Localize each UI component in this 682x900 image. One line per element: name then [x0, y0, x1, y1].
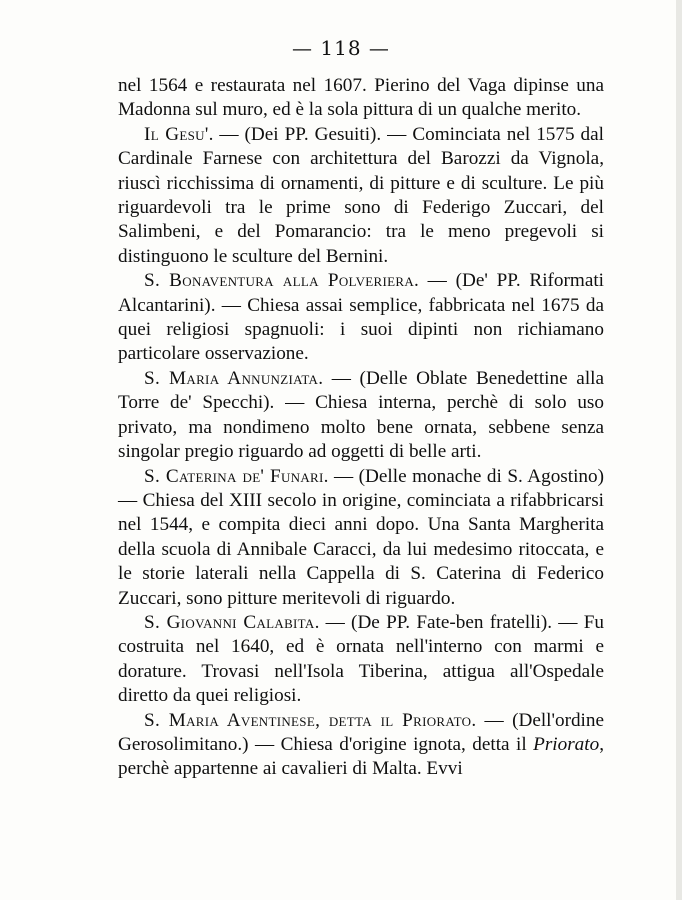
- church-name: S. Bonaventura alla Polveriera: [144, 270, 415, 292]
- text-run: . — (De' PP. Riformati Alcantarini). — Chiesa assai semplice, fabbricata nel 1675 da quei religiosi spagnuoli: i suoi dipinti non richiamano particolare osservazione.: [118, 270, 605, 365]
- church-name: S. Maria Annunziata: [144, 367, 319, 389]
- text-run: . — (Dell'ordine Gerosolimitano.) — Chiesa d'origine ignota, detta il: [118, 709, 604, 755]
- paragraph: [118, 74, 604, 123]
- church-name: S. Maria Aventinese, detta il Priorato: [144, 709, 472, 731]
- church-name: Il Gesu': [144, 123, 209, 145]
- church-name: S. Caterina de' Funari: [144, 465, 324, 487]
- paragraph: [118, 465, 604, 611]
- italic-term: Priorato: [533, 733, 600, 755]
- text-run: nel 1564 e restaurata nel 1607. Pierino del Vaga dipinse una Madonna sul muro, ed è la sola pittura di un qualche merito.: [118, 75, 604, 121]
- paragraph: [118, 123, 604, 269]
- text-run: , perchè appartenne ai cavalieri di Malta. Evvi: [118, 733, 604, 780]
- text-run: . — (De PP. Fate-ben fratelli). — Fu costruita nel 1640, ed è ornata nell'interno con marmi e dorature. Trovasi nell'Isola Tiberina, attigua all'Ospedale diretto da quei religiosi.: [118, 611, 604, 707]
- paragraph: [118, 367, 604, 465]
- paragraph: [118, 611, 604, 709]
- body-text: [118, 74, 604, 782]
- paragraph: [118, 269, 604, 367]
- page-number: — 118 —: [292, 36, 390, 60]
- text-run: . — (Delle monache di S. Agostino) — Chiesa del XIII secolo in origine, cominciata a rifabbricarsi nel 1544, e compita dieci anni dopo. Una Santa Margherita della scuola di Annibale Caracci, da lui medesimo ritoccata, e le storie laterali nella Cappella di S. Caterina di Federico Zuccari, sono pitture meritevoli di riguardo.: [118, 465, 604, 609]
- church-name: S. Giovanni Calabita: [144, 611, 315, 633]
- paragraph: [118, 709, 604, 782]
- text-run: . — (Delle Oblate Benedettine alla Torre de' Specchi). — Chiesa interna, perchè di solo uso privato, ma nondimeno molto bene ornata, sebbene senza singolar pregio riguardo ad oggetti di belle arti.: [118, 367, 604, 463]
- text-run: . — (Dei PP. Gesuiti). — Cominciata nel 1575 dal Cardinale Farnese con architettura del Barozzi da Vignola, riuscì ricchissima di ornamenti, di pitture e di sculture. Le più riguardevoli tra le prime sono di Federigo Zuccari, del Salimbeni, e del Pomarancio: tra le meno pregevoli si distinguono le sculture del Bernini.: [118, 123, 604, 267]
